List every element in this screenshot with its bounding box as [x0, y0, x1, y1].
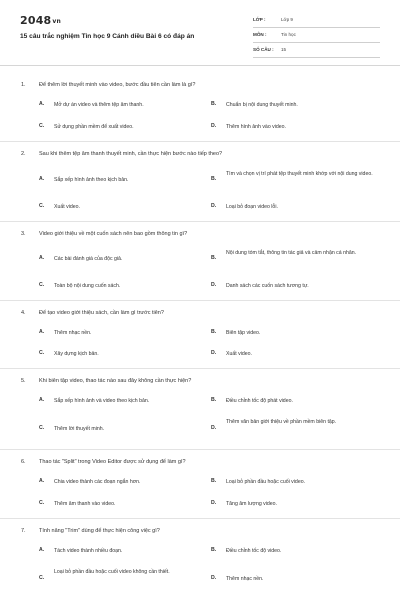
page-header [0, 0, 400, 66]
option-text: Thêm nhạc nền. [226, 576, 264, 582]
meta-row-class [253, 13, 380, 28]
option-text: Tăng âm lượng video. [226, 501, 277, 507]
meta-value: Lớp 9 [281, 17, 293, 22]
header-divider [0, 65, 400, 66]
option-text: Các bài đánh giá của độc giả. [54, 256, 123, 262]
option-letter: C. [39, 350, 45, 356]
meta-value: Tin học [281, 32, 296, 37]
option-text: Sắp xếp hình ảnh và video theo kịch bản. [54, 398, 150, 404]
option-text: Loại bỏ đoạn video lỗi. [226, 204, 278, 210]
site-logo[interactable] [20, 14, 61, 27]
option-text: Sắp xếp hình ảnh theo kịch bản. [54, 177, 129, 183]
question-text: Thao tác "Split" trong Video Editor được sử dụng để làm gì? [39, 459, 186, 465]
question-number: 4. [21, 310, 26, 316]
question-number: 2. [21, 151, 26, 157]
meta-label: SỐ CÂU : [253, 47, 274, 52]
option-text: Biên tập video. [226, 330, 261, 336]
option-text: Điều chỉnh tốc độ video. [226, 548, 282, 554]
option-text: Tìm và chọn vị trí phát tệp thuyết minh khớp với nội dung video. [226, 171, 373, 177]
option-letter: C. [39, 123, 45, 129]
option-text: Nội dung tóm tắt, thông tin tác giả và cảm nhận cá nhân. [226, 250, 357, 256]
question-divider [0, 449, 400, 450]
option-letter: C. [39, 425, 45, 431]
option-letter: A. [39, 478, 45, 484]
option-letter: B. [211, 329, 217, 335]
option-letter: A. [39, 397, 45, 403]
meta-row-count [253, 43, 380, 58]
option-text: Chuẩn bị nội dung thuyết minh. [226, 102, 298, 108]
option-letter: A. [39, 329, 45, 335]
option-letter: C. [39, 575, 45, 581]
option-text: Điều chỉnh tốc độ phát video. [226, 398, 293, 404]
meta-table [253, 13, 380, 58]
logo-text: 2048 [20, 14, 52, 27]
option-text: Mở dự án video và thêm tệp âm thanh. [54, 102, 144, 108]
logo-suffix: vn [52, 18, 62, 25]
option-text: Xuất video. [226, 351, 252, 357]
option-letter: D. [211, 425, 217, 431]
question-text: Video giới thiệu về một cuốn sách nên bao gồm thông tin gì? [39, 231, 188, 237]
question-text: Sau khi thêm tệp âm thanh thuyết minh, cần thực hiện bước nào tiếp theo? [39, 151, 223, 157]
question-text: Để tạo video giới thiệu sách, cần làm gì trước tiên? [39, 310, 164, 316]
meta-row-subject [253, 28, 380, 43]
option-text: Thêm văn bản giới thiệu về phần mềm biên tập. [226, 419, 337, 425]
question-divider [0, 141, 400, 142]
option-text: Sử dụng phần mềm để xuất video. [54, 124, 134, 130]
option-letter: B. [211, 255, 217, 261]
option-text: Thêm âm thanh vào video. [54, 501, 116, 507]
question-number: 6. [21, 459, 26, 465]
option-text: Tách video thành nhiều đoạn. [54, 548, 123, 554]
option-letter: B. [211, 176, 217, 182]
option-letter: C. [39, 282, 45, 288]
option-text: Xây dựng kịch bản. [54, 351, 99, 357]
question-number: 5. [21, 378, 26, 384]
option-letter: B. [211, 397, 217, 403]
meta-label: MÔN : [253, 32, 267, 37]
meta-label: LỚP : [253, 17, 266, 22]
option-text: Toàn bộ nội dung cuốn sách. [54, 283, 121, 289]
question-text: Khi biên tập video, thao tác nào sau đây không cần thực hiện? [39, 378, 192, 384]
option-letter: D. [211, 500, 217, 506]
question-text: Để thêm lời thuyết minh vào video, bước đầu tiên cần làm là gì? [39, 82, 196, 88]
option-letter: D. [211, 350, 217, 356]
option-text: Thêm hình ảnh vào video. [226, 124, 286, 130]
option-letter: D. [211, 575, 217, 581]
option-letter: C. [39, 203, 45, 209]
option-text: Chia video thành các đoạn ngắn hơn. [54, 479, 141, 485]
question-number: 7. [21, 528, 26, 534]
option-letter: A. [39, 176, 45, 182]
option-text: Loại bỏ phần đầu hoặc cuối video không cần thiết. [54, 569, 170, 575]
option-text: Thêm nhạc nền. [54, 330, 92, 336]
question-text: Tính năng "Trim" dùng để thực hiện công việc gì? [39, 528, 160, 534]
option-letter: D. [211, 123, 217, 129]
option-text: Thêm lời thuyết minh. [54, 426, 105, 432]
option-text: Danh sách các cuốn sách tương tự. [226, 283, 309, 289]
question-number: 3. [21, 231, 26, 237]
option-letter: B. [211, 547, 217, 553]
question-divider [0, 221, 400, 222]
option-letter: D. [211, 282, 217, 288]
option-letter: B. [211, 101, 217, 107]
question-divider [0, 300, 400, 301]
option-letter: A. [39, 101, 45, 107]
option-letter: B. [211, 478, 217, 484]
option-letter: D. [211, 203, 217, 209]
question-divider [0, 518, 400, 519]
option-text: Loại bỏ phần đầu hoặc cuối video. [226, 479, 306, 485]
option-letter: A. [39, 547, 45, 553]
meta-value: 15 [281, 47, 287, 52]
option-text: Xuất video. [54, 204, 80, 210]
document-title: 15 câu trắc nghiệm Tin học 9 Cánh diều Bài 6 có đáp án [20, 33, 195, 40]
question-number: 1. [21, 82, 26, 88]
question-divider [0, 368, 400, 369]
option-letter: A. [39, 255, 45, 261]
option-letter: C. [39, 500, 45, 506]
